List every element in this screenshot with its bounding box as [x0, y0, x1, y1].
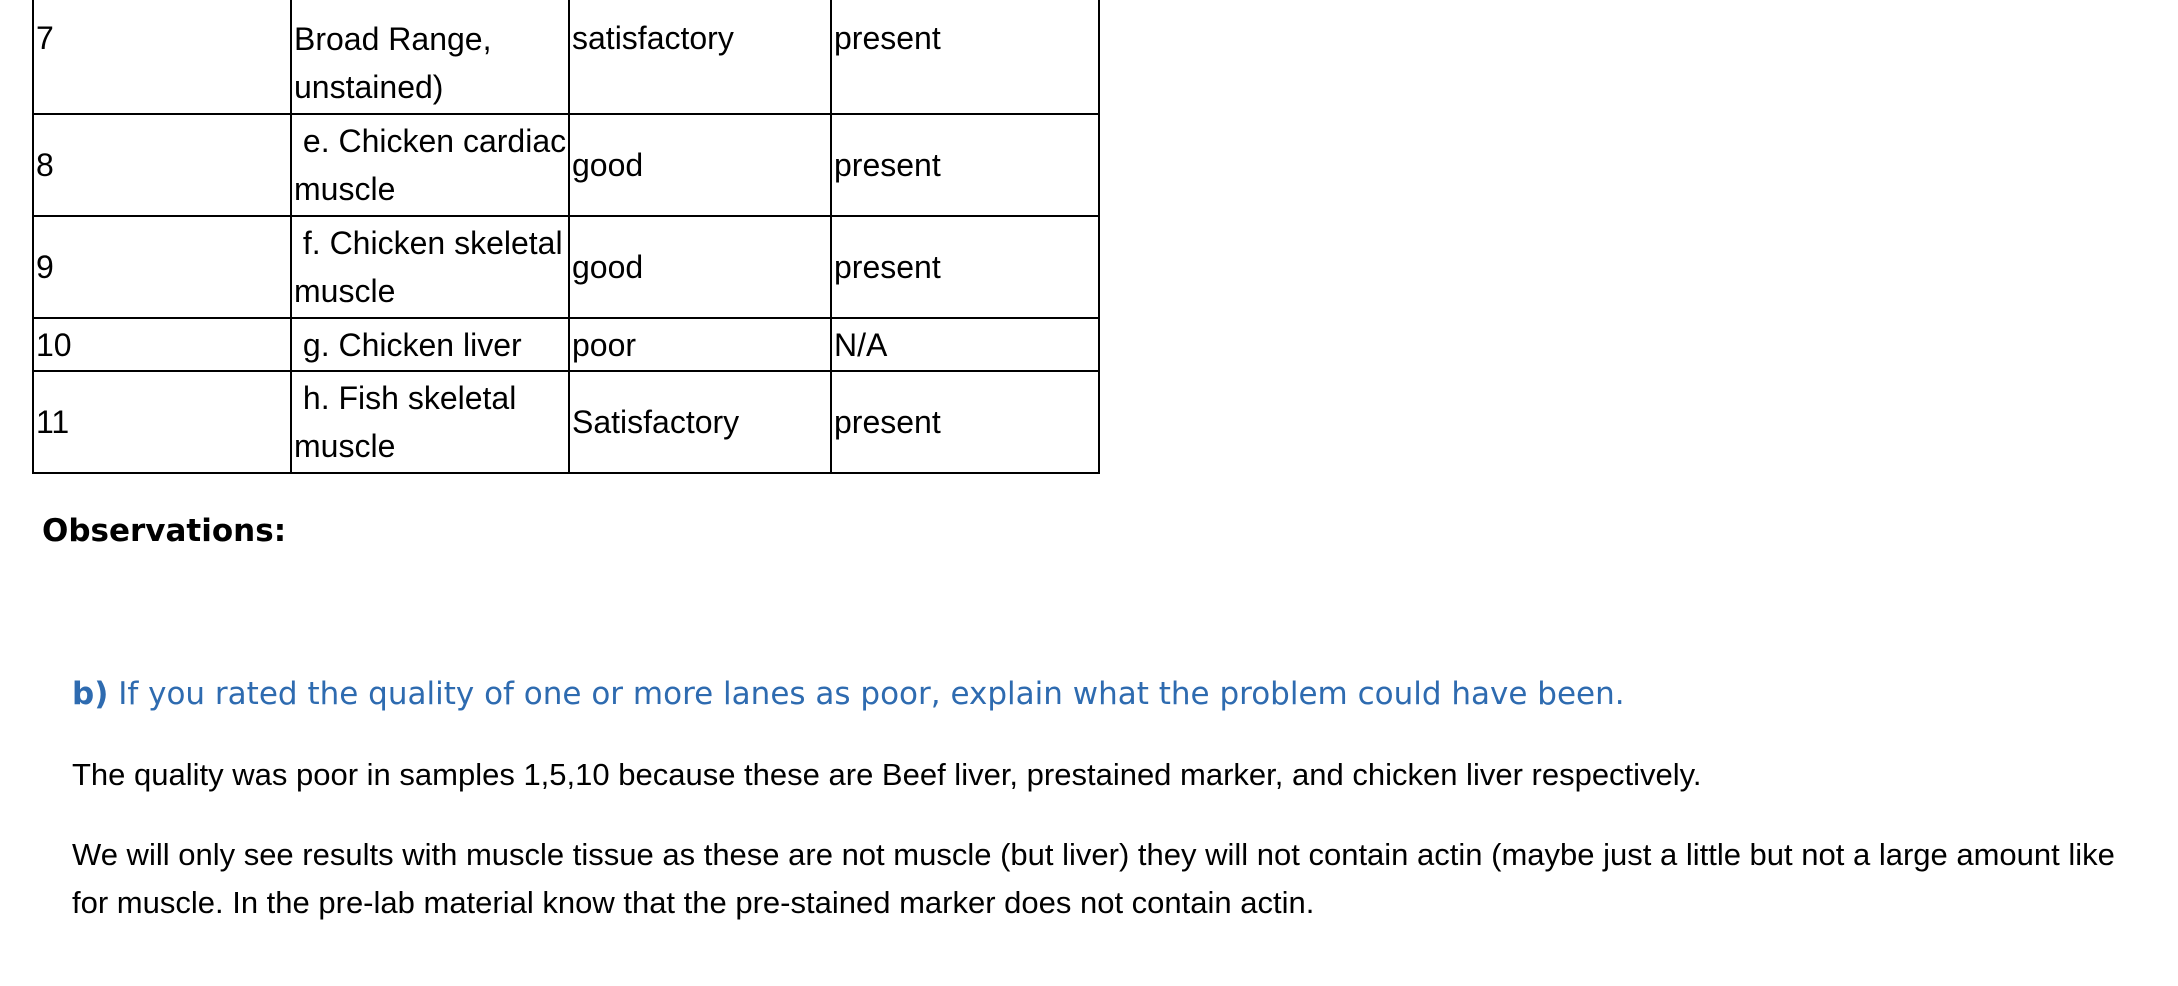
answer-paragraph: The quality was poor in samples 1,5,10 because these are Beef liver, prestained marker, and chicken liver respectively. — [72, 757, 1702, 792]
quality-cell: good — [569, 114, 831, 216]
quality-cell: good — [569, 216, 831, 318]
table-row — [33, 114, 1099, 216]
table-row — [33, 318, 1099, 371]
quality-cell: Satisfactory — [569, 371, 831, 473]
lane-number-cell: 10 — [33, 318, 291, 371]
actin-cell: present — [831, 114, 1099, 216]
question-text: If you rated the quality of one or more lanes as poor, explain what the problem could have been. — [108, 676, 1625, 712]
sample-cell — [291, 318, 569, 371]
lane-number-cell: 11 — [33, 371, 291, 473]
answer-paragraph: We will only see results with muscle tissue as these are not muscle (but liver) they will not contain actin (maybe just a little but not a large amount like for muscle. In the pre-lab material know that the pre-stained marker does not contain actin. — [72, 837, 2115, 920]
actin-cell: present — [831, 216, 1099, 318]
observations-heading: Observations: — [42, 513, 287, 549]
table-row — [33, 216, 1099, 318]
quality-cell: satisfactory — [569, 0, 831, 114]
sample-text: e. Chicken cardiac muscle — [294, 123, 576, 207]
lane-number-cell: 9 — [33, 216, 291, 318]
sample-text: h. Fish skeletal muscle — [294, 380, 526, 464]
question-b — [72, 670, 1625, 718]
results-table — [32, 0, 1100, 474]
lane-number-cell: 7 — [33, 0, 291, 114]
sample-cell — [291, 371, 569, 473]
table-row — [33, 0, 1099, 114]
question-prefix: b) — [72, 676, 109, 712]
sample-text: Broad Range, unstained) — [294, 21, 492, 105]
table-row — [33, 371, 1099, 473]
sample-text: f. Chicken skeletal muscle — [294, 225, 572, 309]
lane-number-cell: 8 — [33, 114, 291, 216]
sample-text: g. Chicken liver — [294, 326, 522, 363]
results-table-container — [32, 0, 1100, 474]
sample-cell — [291, 216, 572, 318]
sample-cell — [291, 0, 569, 114]
actin-cell: N/A — [831, 318, 1099, 371]
quality-cell: poor — [569, 318, 831, 371]
sample-cell — [291, 114, 576, 216]
actin-cell: present — [831, 371, 1099, 473]
actin-cell: present — [831, 0, 1099, 114]
